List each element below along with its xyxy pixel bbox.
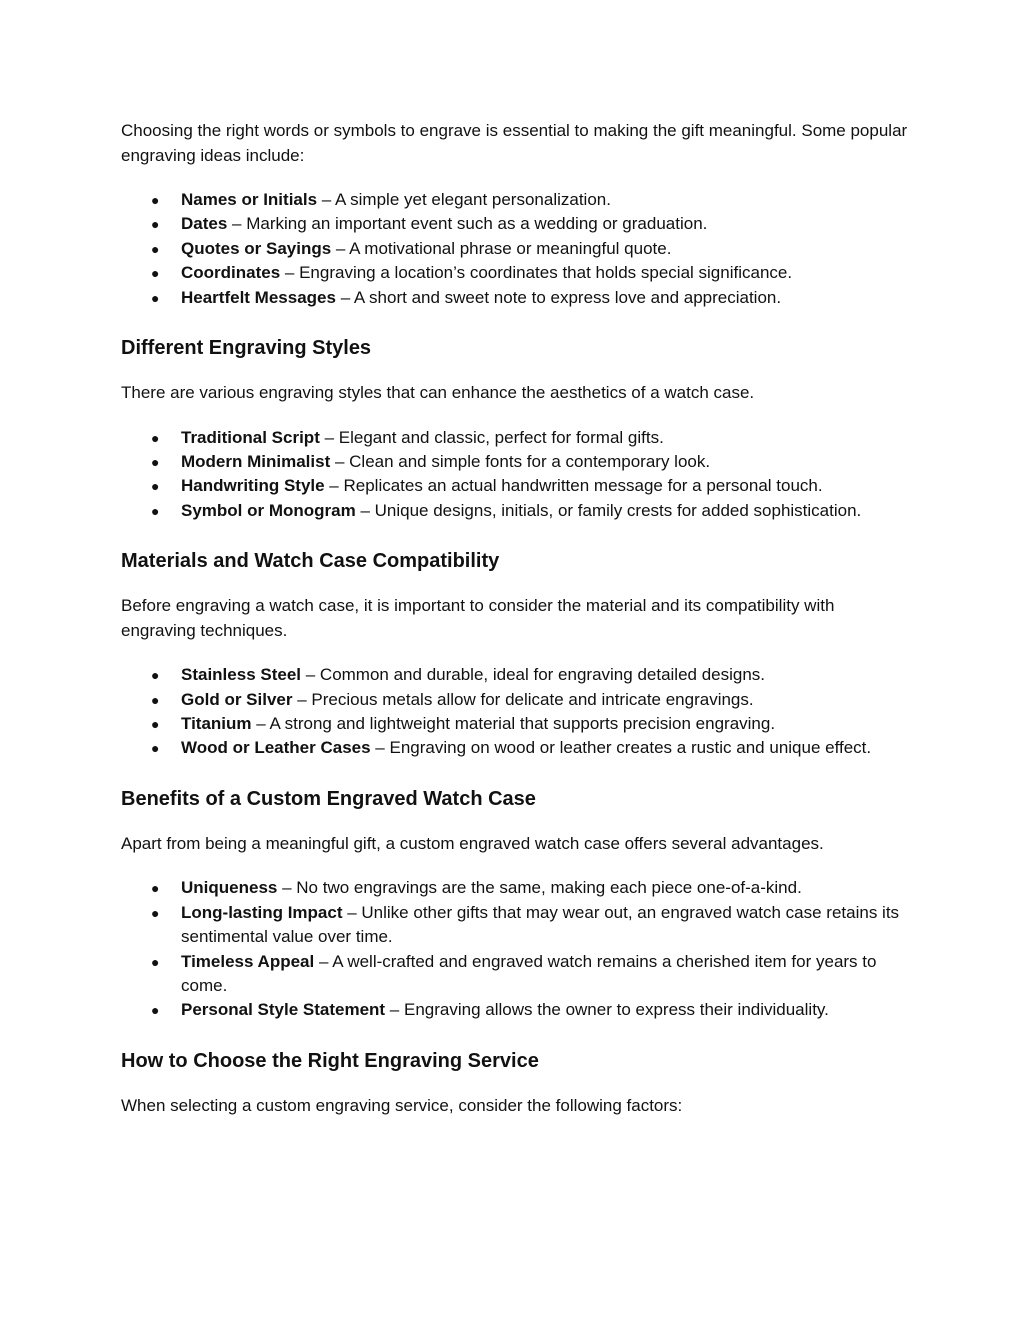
benefits-heading: Benefits of a Custom Engraved Watch Case [121, 787, 536, 810]
bullet-icon: ● [151, 953, 160, 970]
benefits-paragraph: Apart from being a meaningful gift, a custom engraved watch case offers several advantages. [121, 833, 824, 853]
materials-paragraph: Before engraving a watch case, it is important to consider the material and its compatibility with engraving techniques. [121, 596, 835, 640]
benefits-list [121, 876, 911, 1022]
bullet-icon: ● [151, 453, 160, 470]
list-item: ● Long-lasting Impact – Unlike other gifts that may wear out, an engraved watch case retains its sentimental value over time. [151, 902, 900, 947]
bullet-icon: ● [151, 429, 160, 446]
bullet-icon: ● [151, 715, 160, 732]
list-item: ● Stainless Steel – Common and durable, ideal for engraving detailed designs. [121, 663, 911, 687]
list-item: ● Heartfelt Messages – A short and sweet note to express love and appreciation. [121, 286, 911, 310]
list-item: ● Coordinates – Engraving a location’s coordinates that holds special significance. [121, 261, 911, 285]
bullet-icon: ● [151, 880, 160, 897]
bullet-icon: ● [151, 904, 160, 921]
list-item: ● Names or Initials – A simple yet elegant personalization. [121, 188, 911, 212]
bullet-icon: ● [151, 667, 160, 684]
bullet-icon: ● [151, 740, 160, 757]
bullet-icon: ● [151, 478, 160, 495]
list-item: ● Personal Style Statement – Engraving allows the owner to express their individuality. [121, 998, 911, 1022]
list-item: ● Handwriting Style – Replicates an actual handwritten message for a personal touch. [121, 474, 911, 498]
list-item: ● Wood or Leather Cases – Engraving on wood or leather creates a rustic and unique effect. [121, 736, 911, 760]
materials-list [121, 663, 911, 761]
bullet-icon: ● [151, 289, 160, 306]
list-item: ● Titanium – A strong and lightweight material that supports precision engraving. [121, 712, 911, 736]
list-item: ● Gold or Silver – Precious metals allow for delicate and intricate engravings. [121, 688, 911, 712]
list-item: ● Quotes or Sayings – A motivational phrase or meaningful quote. [121, 237, 911, 261]
styles-heading: Different Engraving Styles [121, 337, 372, 360]
bullet-icon: ● [151, 265, 160, 282]
list-item: ● Uniqueness – No two engravings are the same, making each piece one-of-a-kind. [121, 876, 911, 900]
bullet-icon: ● [151, 240, 160, 257]
list-item: ● Traditional Script – Elegant and classic, perfect for formal gifts. [121, 426, 911, 450]
list-item: ● Dates – Marking an important event such as a wedding or graduation. [121, 212, 911, 236]
bullet-icon: ● [151, 192, 160, 208]
choose-paragraph: When selecting a custom engraving service, consider the following factors: [121, 1095, 683, 1115]
choose-heading: How to Choose the Right Engraving Service [121, 1049, 539, 1072]
bullet-icon: ● [151, 216, 160, 233]
document-page [121, 119, 911, 1118]
intro-paragraph: Choosing the right words or symbols to engrave is essential to making the gift meaningful. Some popular engraving ideas include: [121, 121, 908, 165]
list-item: ● Symbol or Monogram – Unique designs, initials, or family crests for added sophistication. [121, 499, 911, 523]
engraving-ideas-list [121, 188, 911, 310]
materials-heading: Materials and Watch Case Compatibility [121, 550, 500, 573]
engraving-styles-list [121, 426, 911, 524]
styles-paragraph: There are various engraving styles that can enhance the aesthetics of a watch case. [121, 383, 755, 403]
list-item: ● Modern Minimalist – Clean and simple fonts for a contemporary look. [121, 450, 911, 474]
bullet-icon: ● [151, 691, 160, 708]
bullet-icon: ● [151, 502, 160, 519]
list-item: ● Timeless Appeal – A well-crafted and engraved watch remains a cherished item for years to come. [151, 951, 877, 995]
bullet-icon: ● [151, 1002, 160, 1019]
